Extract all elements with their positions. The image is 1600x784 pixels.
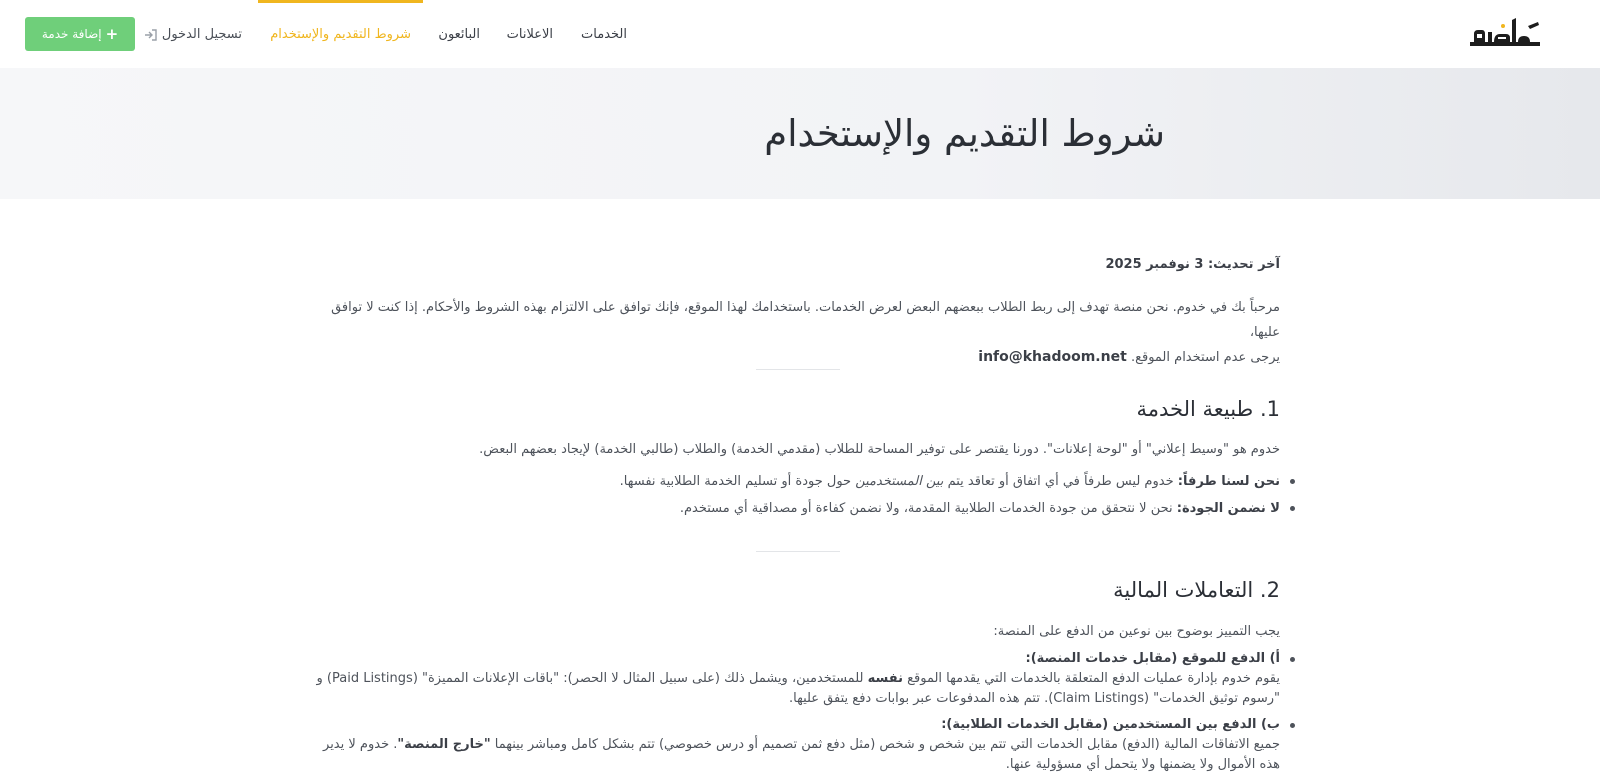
bullet-b-line-1-a: جميع الاتفاقات المالية (الدفع) مقابل الخدمات التي تتم بين شخص و شخص (مثل دفع ثمن تصميم أو درس خصوصي) تتم بشكل كامل ومباشر بينهما (494, 737, 1280, 752)
intro-paragraph (315, 295, 1280, 370)
login-link[interactable] (142, 0, 242, 68)
section-2-paragraph: يجب التمييز بوضوح بين نوعين من الدفع على المنصة: (993, 624, 1280, 639)
bullet-1-italic: بين المستخدمين (855, 474, 944, 489)
add-service-button[interactable] (25, 17, 135, 51)
nav-sellers[interactable]: البائعون (438, 27, 480, 42)
divider (756, 369, 840, 370)
sign-in-icon (144, 29, 158, 41)
last-updated: آخر تحديث: 3 نوفمبر 2025 (1105, 257, 1280, 272)
list-item (315, 715, 1280, 775)
intro-line-1: مرحباً بك في خدوم. نحن منصة تهدف إلى ربط الطلاب ببعضهم البعض لعرض الخدمات. باستخدامك لهذا الموقع، فإنك توافق على الالتزام بهذه الشروط والأحكام. إذا كنت لا توافق عليها، (331, 300, 1280, 340)
bullet-2-text: نحن لا نتحقق من جودة الخدمات الطلابية المقدمة، ولا نضمن كفاءة أو مصداقية أي مستخدم. (679, 501, 1173, 516)
bullet-a-line-1-bold: نفسه (867, 671, 903, 686)
bullet-b-line-1 (315, 735, 1280, 755)
nav-services[interactable]: الخدمات (581, 27, 627, 42)
bullet-a-line-1 (315, 669, 1280, 689)
section-1-title: 1. طبيعة الخدمة (1136, 397, 1280, 421)
bullet-a-line-2: "رسوم توثيق الخدمات" (Claim Listings). تتم هذه المدفوعات عبر بوابات دفع يتفق عليها. (788, 691, 1280, 706)
list-item (315, 495, 1280, 522)
bullet-a-line-1-a: يقوم خدوم بإدارة عمليات الدفع المتعلقة بالخدمات التي يقدمها الموقع (907, 671, 1280, 686)
list-item (315, 468, 1280, 495)
nav-ads[interactable]: الاعلانات (506, 27, 553, 42)
page-hero (0, 68, 1600, 199)
bullet-1-text-b: حول جودة أو تسليم الخدمة الطلابية نفسها. (619, 474, 852, 489)
section-1-list (315, 468, 1280, 522)
plus-icon: + (105, 24, 119, 43)
add-service-label: إضافة خدمة (41, 27, 102, 41)
bullet-b-line-1-bold: "خارج المنصة" (397, 737, 491, 752)
section-2-list (315, 649, 1280, 781)
section-2-title: 2. التعاملات المالية (1113, 578, 1280, 602)
bullet-1-bold: نحن لسنا طرفاً: (1177, 474, 1280, 489)
bullet-b-bold: ب) الدفع بين المستخدمين (مقابل الخدمات الطلابية): (941, 717, 1280, 732)
page-title: شروط التقديم والإستخدام (764, 112, 1165, 155)
bullet-2-bold: لا نضمن الجودة: (1176, 501, 1280, 516)
login-label: تسجيل الدخول (161, 27, 242, 42)
bullet-a-line-1-b: للمستخدمين، ويشمل ذلك (على سبيل المثال لا الحصر): "باقات الإعلانات المميزة" (Paid Listings) و (316, 671, 864, 686)
intro-line-2-wrap (315, 345, 1280, 370)
section-1-paragraph: خدوم هو "وسيط إعلاني" أو "لوحة إعلانات". دورنا يقتصر على توفير المساحة للطلاب (مقدمي الخدمة) والطلاب (طالبي الخدمة) لإيجاد بعضهم البعض. (479, 442, 1280, 457)
khadoom-logo[interactable] (1468, 16, 1542, 50)
top-navbar (0, 0, 1600, 68)
bullet-1-text-a: خدوم ليس طرفاً في أي اتفاق أو تعاقد يتم (947, 474, 1174, 489)
intro-line-2: يرجى عدم استخدام الموقع. (1130, 350, 1280, 365)
bullet-a-bold: أ) الدفع للموقع (مقابل خدمات المنصة): (1025, 651, 1280, 666)
contact-email[interactable]: info@khadoom.net (978, 349, 1127, 365)
nav-terms[interactable]: شروط التقديم والإستخدام (270, 0, 411, 68)
list-item (315, 649, 1280, 709)
divider (756, 551, 840, 552)
bullet-b-line-1-b: . خدوم لا يدير (323, 737, 398, 752)
bullet-b-line-2: هذه الأموال ولا يضمنها ولا يتحمل أي مسؤولية عنها. (1005, 757, 1280, 772)
